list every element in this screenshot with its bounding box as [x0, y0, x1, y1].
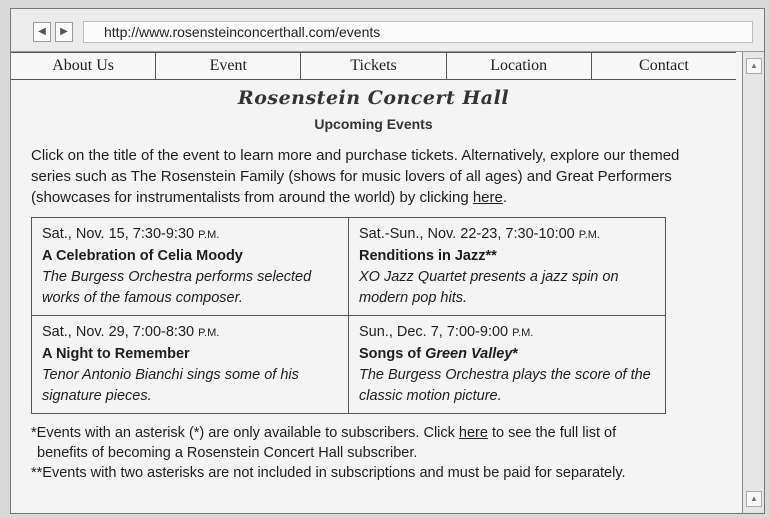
- intro-end: .: [502, 189, 508, 206]
- event-title-link[interactable]: A Celebration of Celia Moody: [42, 248, 243, 264]
- page-title: Upcoming Events: [314, 116, 433, 132]
- table-row: [32, 218, 666, 316]
- event-date: Sat.-Sun., Nov. 22-23, 7:30-10:00 P.M.: [359, 226, 600, 242]
- nav-location[interactable]: Location: [447, 53, 592, 79]
- scroll-up-icon[interactable]: ▲: [746, 58, 762, 74]
- nav-tickets[interactable]: Tickets: [301, 53, 446, 79]
- table-row: [32, 316, 666, 414]
- subscriber-note-cont: benefits of becoming a Rosenstein Concert Hall subscriber.: [37, 445, 418, 461]
- nav-about-us[interactable]: About Us: [11, 53, 156, 79]
- event-title-link[interactable]: Renditions in Jazz**: [359, 248, 497, 264]
- event-cell: [349, 218, 666, 316]
- back-button[interactable]: ◀: [33, 22, 51, 42]
- events-table: [31, 217, 666, 414]
- event-description: The Burgess Orchestra plays the score of the classic motion picture.: [359, 367, 651, 404]
- browser-window: [10, 8, 765, 514]
- benefits-link[interactable]: here: [458, 425, 488, 441]
- site-navigation: [11, 52, 736, 80]
- event-description: XO Jazz Quartet presents a jazz spin on modern pop hits.: [359, 269, 619, 306]
- address-bar: [11, 9, 764, 52]
- forward-button[interactable]: ▶: [55, 22, 73, 42]
- footnotes: [31, 423, 731, 483]
- event-cell: [32, 218, 349, 316]
- intro-paragraph: [31, 145, 721, 208]
- event-title-link[interactable]: A Night to Remember: [42, 346, 190, 362]
- event-description: Tenor Antonio Bianchi sings some of his signature pieces.: [42, 367, 299, 404]
- event-cell: [349, 316, 666, 414]
- event-date: Sun., Dec. 7, 7:00-9:00 P.M.: [359, 324, 534, 340]
- hall-name-logo: Rosenstein Concert Hall: [237, 87, 510, 109]
- event-title-link[interactable]: Songs of Green Valley*: [359, 346, 519, 362]
- double-asterisk-note: **Events with two asterisks are not included in subscriptions and must be paid for separately.: [31, 465, 626, 481]
- event-description: The Burgess Orchestra performs selected works of the famous composer.: [42, 269, 312, 306]
- event-date: Sat., Nov. 29, 7:00-8:30 P.M.: [42, 324, 220, 340]
- nav-event[interactable]: Event: [156, 53, 301, 79]
- series-link[interactable]: here: [472, 189, 503, 206]
- scroll-down-icon[interactable]: ▲: [746, 491, 762, 507]
- intro-text: Click on the title of the event to learn more and purchase tickets. Alternatively, explore our themed series such as The Rosenstein Family (shows for music lovers of all ages) and Great Performers (showcases for instrumentalists from around the world) by clicking: [31, 147, 680, 206]
- vertical-scrollbar[interactable]: [742, 52, 764, 513]
- nav-contact[interactable]: Contact: [639, 57, 689, 74]
- subscriber-note: *Events with an asterisk (*) are only available to subscribers. Click here to see the full list of: [31, 425, 617, 441]
- url-input[interactable]: http://www.rosensteinconcerthall.com/events: [83, 21, 753, 43]
- event-date: Sat., Nov. 15, 7:30-9:30 P.M.: [42, 226, 220, 242]
- event-cell: [32, 316, 349, 414]
